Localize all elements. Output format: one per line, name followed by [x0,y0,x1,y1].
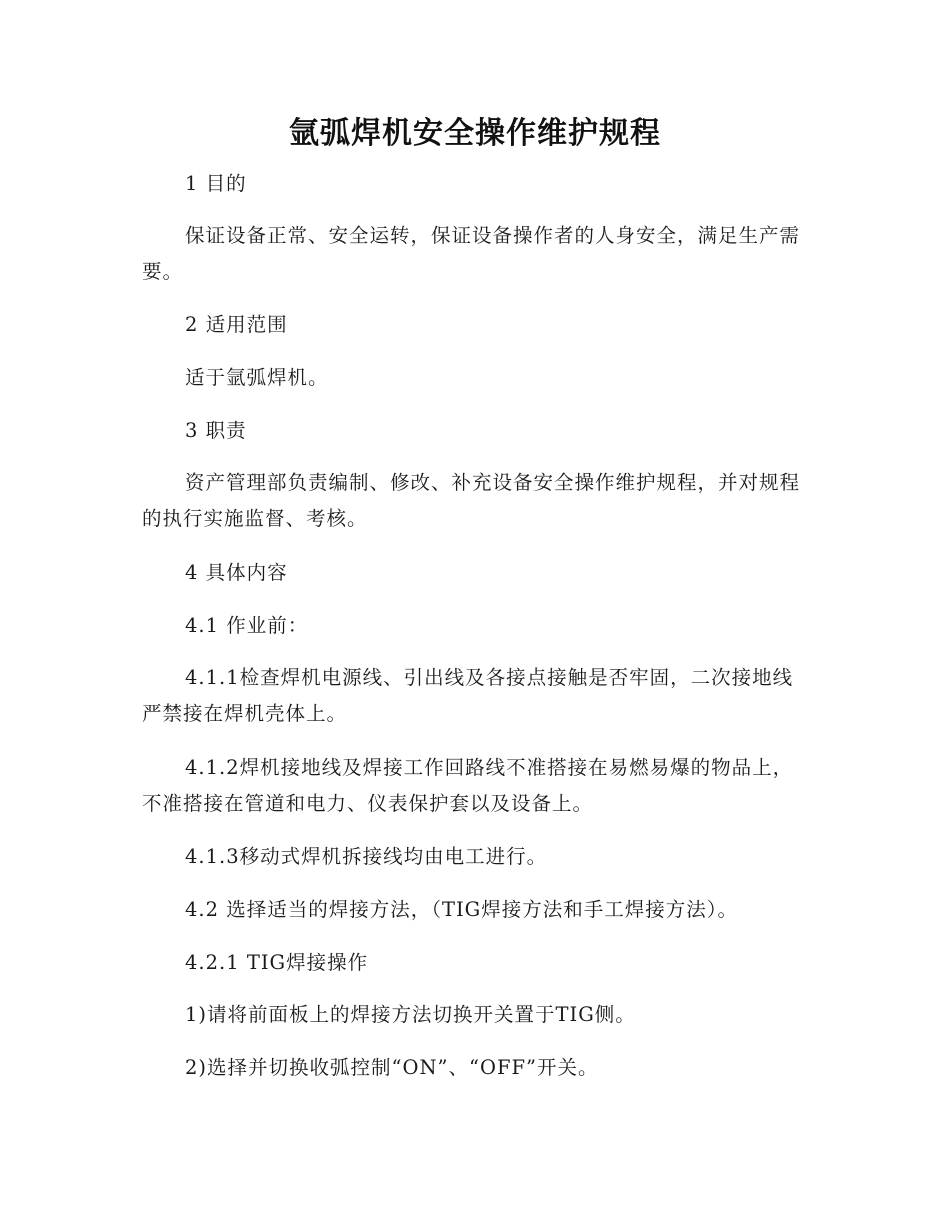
item-4-1-3: 4.1.3移动式焊机拆接线均由电工进行。 [185,845,548,868]
paragraph-scope: 适于氩弧焊机。 [185,366,329,389]
paragraph-responsibility: 资产管理部负责编制、修改、补充设备安全操作维护规程，并对规程的执行实施监督、考核。 [142,471,801,530]
subsection-4-1: 4.1 作业前： [185,614,309,637]
subsection-4-2: 4.2 选择适当的焊接方法，（TIG焊接方法和手工焊接方法）。 [185,898,738,921]
section-heading-content: 4 具体内容 [185,561,288,584]
paragraph-purpose: 保证设备正常、安全运转，保证设备操作者的人身安全，满足生产需要。 [142,224,801,283]
section-heading-purpose: 1 目的 [185,172,247,195]
item-4-1-1: 4.1.1检查焊机电源线、引出线及各接点接触是否牢固，二次接地线严禁接在焊机壳体上。 [142,666,794,725]
section-heading-responsibility: 3 职责 [185,419,247,442]
document-title: 氩弧焊机安全操作维护规程 [289,116,661,151]
item-4-2-1: 4.2.1 TIG焊接操作 [185,951,369,974]
step-1: 1)请将前面板上的焊接方法切换开关置于TIG侧。 [185,1003,636,1026]
section-heading-scope: 2 适用范围 [185,313,288,336]
item-4-1-2: 4.1.2焊机接地线及焊接工作回路线不准搭接在易燃易爆的物品上，不准搭接在管道和电力、仪表保护套以及设备上。 [142,756,794,815]
step-2: 2)选择并切换收弧控制“ON”、“OFF”开关。 [185,1056,599,1079]
